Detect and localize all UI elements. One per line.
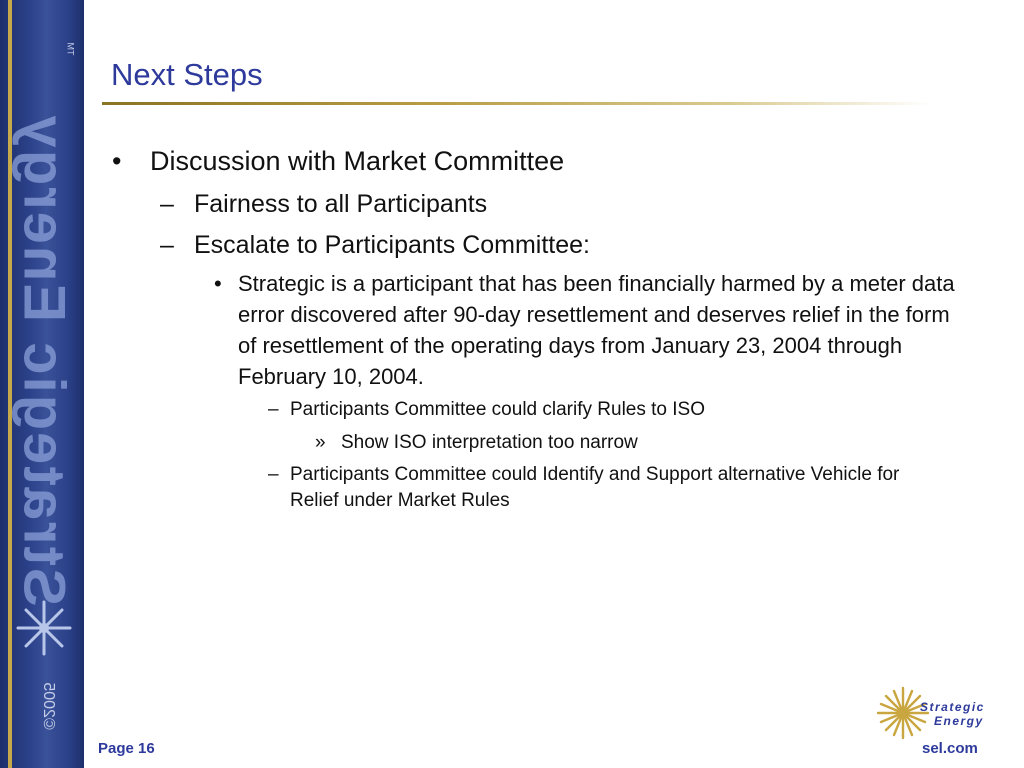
slide-title: Next Steps [111,57,263,92]
logo-line-1: Strategic [920,700,985,714]
bullet-level-1 [112,144,950,178]
footer-website: sel.com [922,740,978,757]
bullet-marker: – [160,190,174,218]
logo-wordmark [920,700,985,728]
bullet-text: Fairness to all Participants [194,190,488,218]
bullet-level-3 [214,268,966,392]
company-logo [876,686,1006,740]
bullet-text: Participants Committee could clarify Rules to ISO [290,399,705,420]
bullet-text: Discussion with Market Committee [150,146,565,176]
bullet-level-4 [268,397,950,423]
bullet-marker: – [268,464,279,485]
bullet-level-2 [160,188,954,220]
bullet-text: Participants Committee could Identify and Support alternative Vehicle for Relief under Market Rules [290,464,900,511]
bullet-text: Escalate to Participants Committee: [194,231,590,259]
bullet-marker: • [112,146,122,176]
bullet-level-2 [160,229,954,261]
bullet-level-5 [315,430,941,456]
bullet-marker: • [214,271,222,296]
bullet-text: Show ISO interpretation too narrow [341,432,638,453]
bullet-marker: » [315,432,326,453]
bullet-marker: – [160,231,174,259]
logo-line-2: Energy [934,714,984,728]
bullet-text: Strategic is a participant that has been financially harmed by a meter data error discovered after 90-day resettlement and deserves relief in the form of resettlement of the operating days from January 23, 2004 through February 10, 2004. [238,271,955,389]
bullet-level-4 [268,462,930,514]
page-number: Page 16 [98,740,155,757]
bullet-marker: – [268,399,279,420]
sidebar-wordmark: Strategic Energy [11,113,77,607]
sidebar-trademark: TM [65,42,76,56]
sidebar-copyright: ©2005 [40,682,57,730]
